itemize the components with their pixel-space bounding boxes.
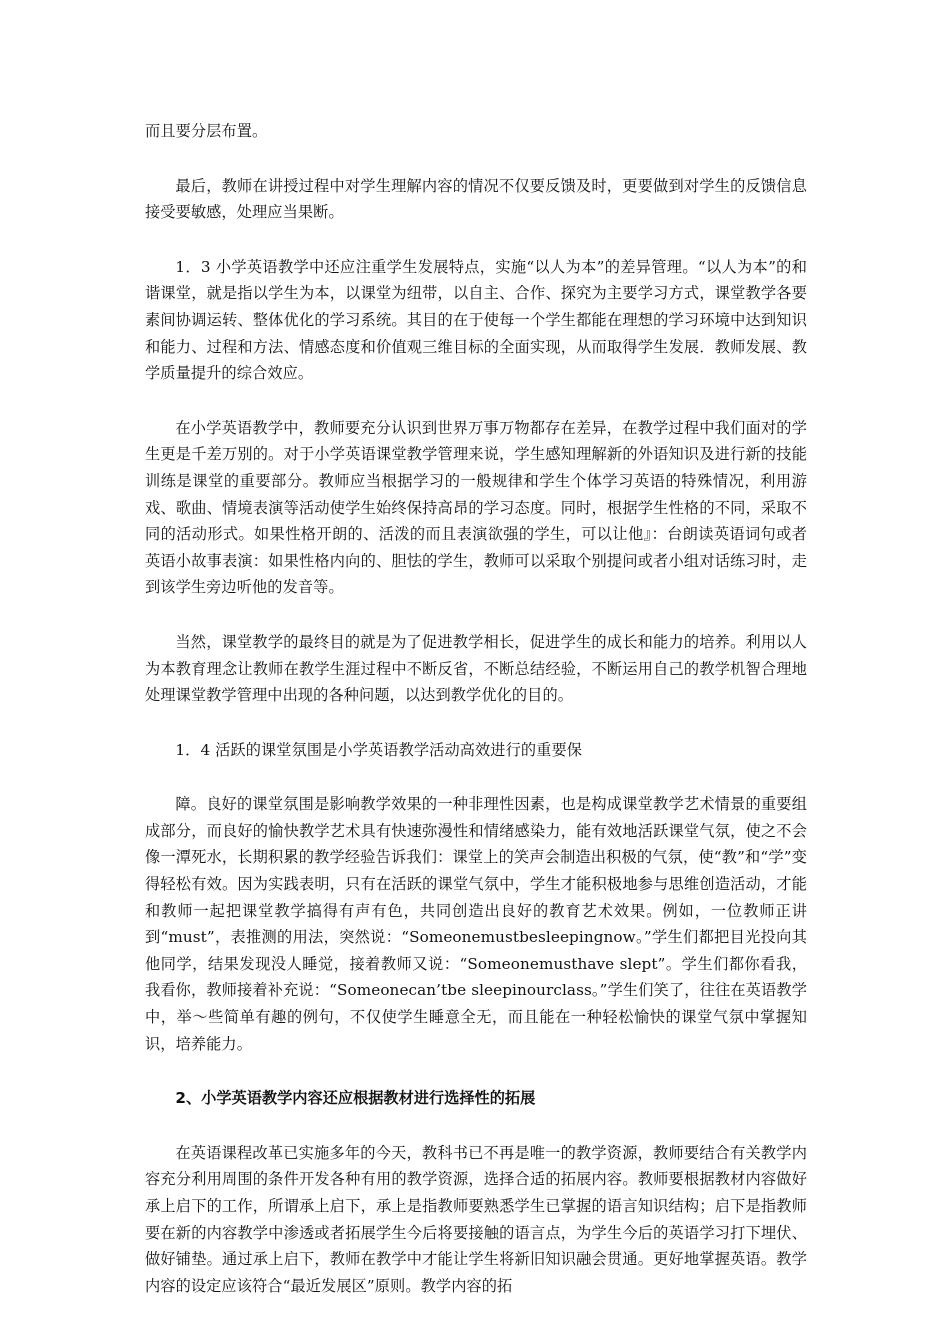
paragraph-section-1-4-title: 1．4 活跃的课堂氛围是小学英语教学活动高效进行的重要保 (175, 740, 583, 759)
paragraph-section-1-3: 1．3 小学英语教学中还应注重学生发展特点，实施“以人为本”的差异管理。“以人为本”的和谐课堂，就是指以学生为本，以课堂为纽带，以自主、合作、探究为主要学习方式，课堂教学各要素间协调运转、整体优化的学习系统。其目的在于使每一个学生都能在理想的学习环境中达到知识和能力、过程和方法、情感态度和价值观三维目标的全面实现，从而取得学生发展．教师发展、教学质量提升的综合效应。 (145, 257, 807, 383)
paragraph-differences: 在小学英语教学中，教师要充分认识到世界万事万物都存在差异，在教学过程中我们面对的学生更是千差万别的。对于小学英语课堂教学管理来说，学生感知理解新的外语知识及进行新的技能训练是课堂的重要部分。教师应当根据学习的一般规律和学生个体学习英语的特殊情况，利用游戏、歌曲、情境表演等活动使学生始终保持高昂的学习态度。同时，根据学生性格的不同，采取不同的活动形式。如果性格开朗的、活泼的而且表演欲强的学生，可以让他』：台朗读英语词句或者英语小故事表演：如果性格内向的、胆怯的学生，教师可以采取个别提问或者小组对话练习时，走到该学生旁边听他的发音等。 (145, 418, 807, 597)
paragraph-atmosphere: 障。良好的课堂氛围是影响教学效果的一种非理性因素，也是构成课堂教学艺术情景的重要组成部分，而良好的愉快教学艺术具有快速弥漫性和情绪感染力，能有效地活跃课堂气氛，使之不会像一潭死水，长期积累的教学经验告诉我们：课堂上的笑声会制造出积极的气氛，使“教”和“学”变得轻松有效。因为实践表明，只有在活跃的课堂气氛中，学生才能积极地参与思维创造活动，才能和教师一起把课堂教学搞得有声有色，共同创造出良好的教育艺术效果。例如，一位教师正讲到“must”，表推测的用法，突然说：“Someonemustbesleepingnow。”学生们都把目光投向其他同学，结果发现没人睡觉，接着教师又说：“Someonemusthave slept”。学生们都你看我，我看你，教师接着补充说：“Someonecan’tbe sleepinourclass。”学生们笑了，往往在英语教学中，举～些简单有趣的例句，不仅使学生睡意全无，而且能在一种轻松愉快的课堂气氛中掌握知识，培养能力。 (145, 795, 807, 1053)
paragraph-content-expansion: 在英语课程改革已实施多年的今天，教科书已不再是唯一的教学资源，教师要结合有关教学内容充分利用周围的条件开发各种有用的教学资源，选择合适的拓展内容。教师要根据教材内容做好承上启下的工作，所谓承上启下，承上是指教师要熟悉学生已掌握的语言知识结构；启下是指教师要在新的内容教学中渗透或者拓展学生今后将要接触的语言点，为学生今后的英语学习打下埋伏、做好铺垫。通过承上启下，教师在教学中才能让学生将新旧知识融会贯通。更好地掌握英语。教学内容的设定应该符合“最近发展区”原则。教学内容的拓 (145, 1143, 807, 1295)
paragraph-continuation: 而且要分层布置。 (145, 122, 268, 140)
document-page (145, 118, 807, 1327)
paragraph-teaching-goal: 当然，课堂教学的最终目的就是为了促进教学相长，促进学生的成长和能力的培养。利用以人为本教育理念让教师在教学生涯过程中不断反省，不断总结经验，不断运用自己的教学机智合理地处理课堂教学管理中出现的各种问题，以达到教学优化的目的。 (145, 632, 807, 705)
paragraph-feedback: 最后，教师在讲授过程中对学生理解内容的情况不仅要反馈及时，更要做到对学生的反馈信息接受要敏感，处理应当果断。 (145, 176, 807, 222)
section-heading-2: 2、小学英语教学内容还应根据教材进行选择性的拓展 (175, 1089, 536, 1108)
